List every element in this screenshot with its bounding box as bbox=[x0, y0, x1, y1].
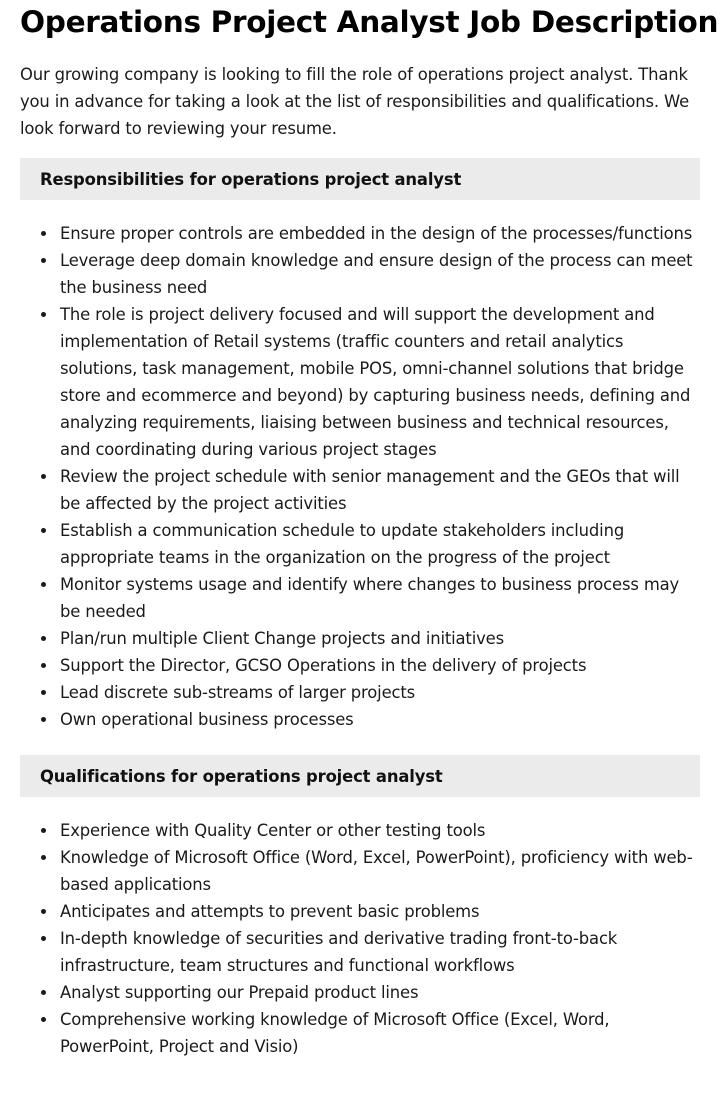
list-item: Review the project schedule with senior management and the GEOs that will be affected by the project activities bbox=[20, 463, 700, 517]
list-item: Own operational business processes bbox=[20, 706, 700, 733]
list-item: Ensure proper controls are embedded in the design of the processes/functions bbox=[20, 220, 700, 247]
list-item: Plan/run multiple Client Change projects and initiatives bbox=[20, 625, 700, 652]
list-item: Leverage deep domain knowledge and ensure design of the process can meet the business need bbox=[20, 247, 700, 301]
list-item: Establish a communication schedule to update stakeholders including appropriate teams in the organization on the progress of the project bbox=[20, 517, 700, 571]
list-item: Knowledge of Microsoft Office (Word, Excel, PowerPoint), proficiency with web-based applications bbox=[20, 844, 700, 898]
responsibilities-heading: Responsibilities for operations project analyst bbox=[20, 158, 700, 200]
list-item: In-depth knowledge of securities and derivative trading front-to-back infrastructure, team structures and functional workflows bbox=[20, 925, 700, 979]
page-title: Operations Project Analyst Job Description bbox=[20, 5, 719, 39]
qualifications-heading: Qualifications for operations project analyst bbox=[20, 755, 700, 797]
responsibilities-list bbox=[20, 220, 700, 733]
list-item: Anticipates and attempts to prevent basic problems bbox=[20, 898, 700, 925]
list-item: Support the Director, GCSO Operations in the delivery of projects bbox=[20, 652, 700, 679]
list-item: Comprehensive working knowledge of Microsoft Office (Excel, Word, PowerPoint, Project and Visio) bbox=[20, 1006, 700, 1060]
intro-paragraph: Our growing company is looking to fill the role of operations project analyst. Thank you in advance for taking a look at the list of responsibilities and qualifications. We look forward to reviewing your resume. bbox=[20, 65, 690, 138]
list-item: Analyst supporting our Prepaid product lines bbox=[20, 979, 700, 1006]
list-item: Lead discrete sub-streams of larger projects bbox=[20, 679, 700, 706]
list-item: Experience with Quality Center or other testing tools bbox=[20, 817, 700, 844]
list-item: The role is project delivery focused and will support the development and implementation of Retail systems (traffic counters and retail analytics solutions, task management, mobile POS, omni-channel solutions that bridge store and ecommerce and beyond) by capturing business needs, defining and analyzing requirements, liaising between business and technical resources, and coordinating during various project stages bbox=[20, 301, 700, 463]
qualifications-list bbox=[20, 817, 700, 1060]
list-item: Monitor systems usage and identify where changes to business process may be needed bbox=[20, 571, 700, 625]
